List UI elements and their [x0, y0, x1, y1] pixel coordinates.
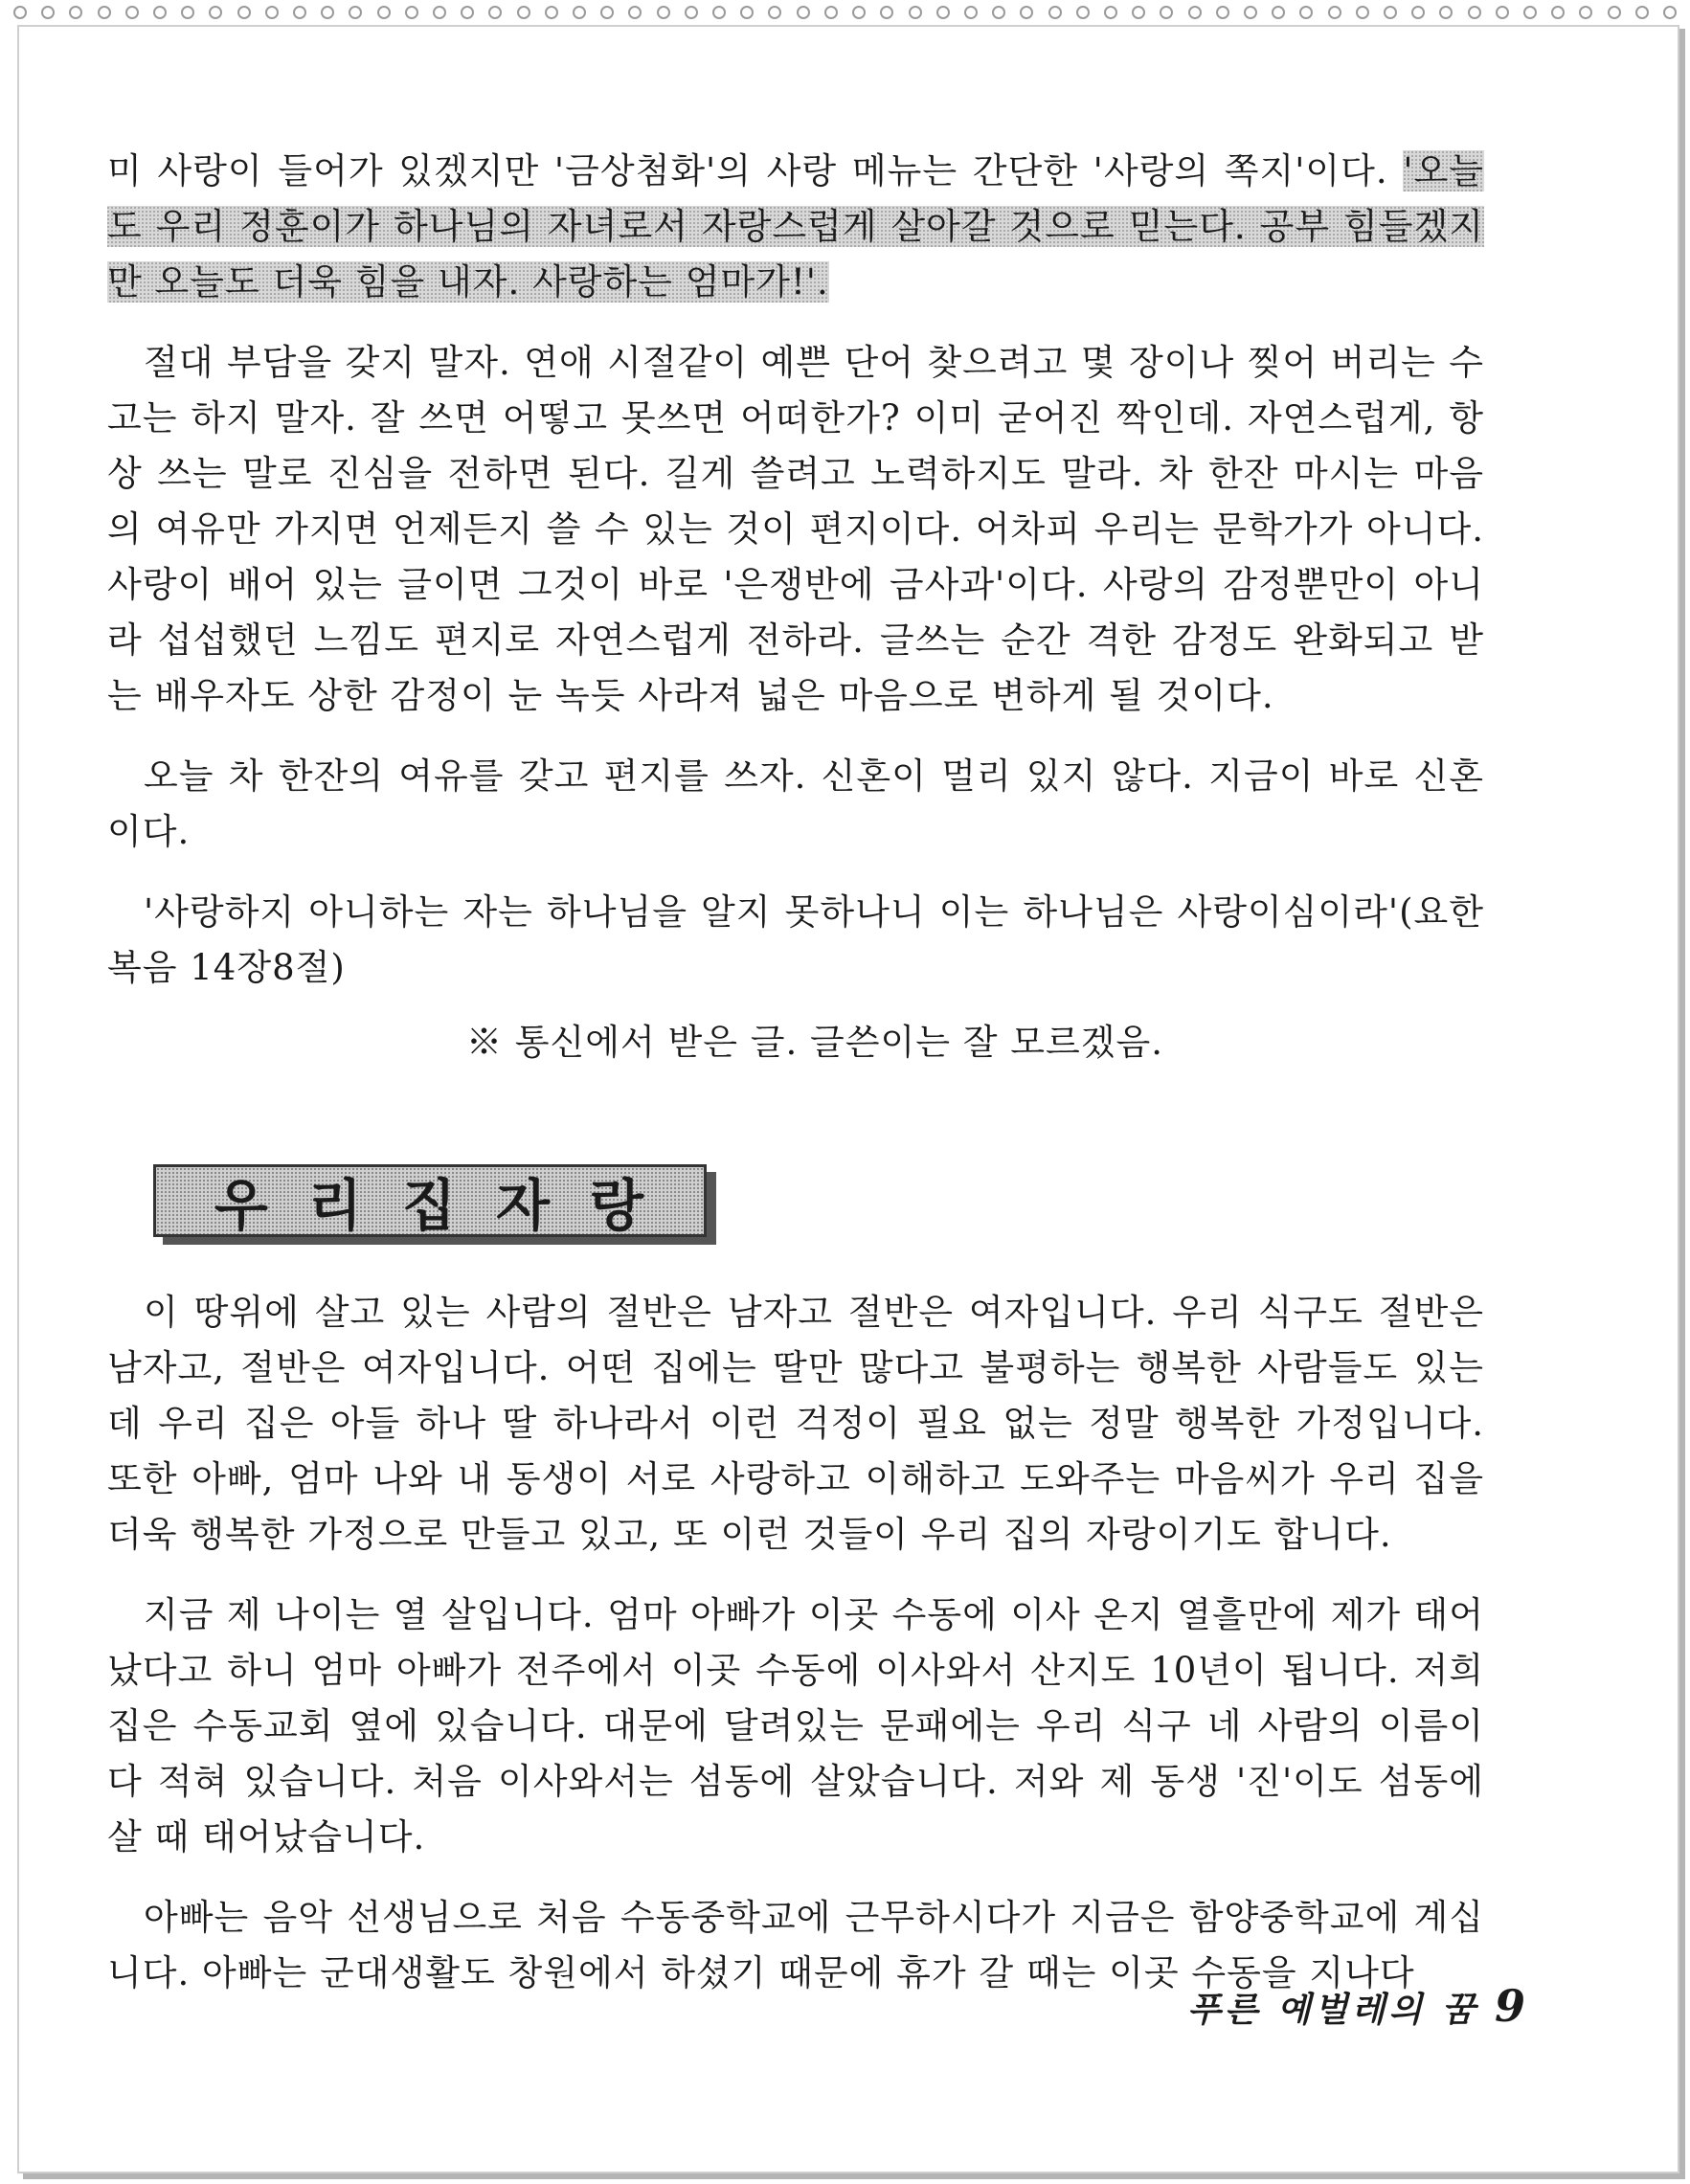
- binding-ring: [740, 6, 754, 19]
- binding-ring: [712, 6, 726, 19]
- highlighted-quote: '오늘도 우리 정훈이가 하나님의 자녀로서 자랑스럽게 살아갈 것으로 믿는다. 공부 힘들겠지만 오늘도 더욱 힘을 내자. 사랑하는 엄마가!'.: [107, 150, 1484, 303]
- binding-ring: [936, 6, 950, 19]
- binding-ring: [1384, 6, 1397, 19]
- binding-ring: [992, 6, 1005, 19]
- binding-ring: [1132, 6, 1145, 19]
- binding-ring: [433, 6, 446, 19]
- binding-ring: [153, 6, 167, 19]
- heading-box: [153, 1164, 707, 1237]
- binding-ring: [545, 6, 558, 19]
- binding-ring: [1020, 6, 1033, 19]
- binding-ring: [768, 6, 781, 19]
- section-title: 우리집자랑: [214, 1173, 685, 1238]
- page-number: 9: [1494, 1980, 1529, 2032]
- binding-ring: [657, 6, 670, 19]
- binding-ring: [1216, 6, 1229, 19]
- paragraph-age: 지금 제 나이는 열 살입니다. 엄마 아빠가 이곳 수동에 이사 온지 열흘만에 제가 태어났다고 하니 엄마 아빠가 전주에서 이곳 수동에 이사와서 산지도 10년이 됩니다. 저희 집은 수동교회 옆에 있습니다. 대문에 달려있는 문패에는 우리 식구 네 사람의 이름이 다 적혀 있습니다. 처음 이사와서는 섬동에 살았습니다. 저와 제 동생 '진'이도 섬동에 살 때 태어났습니다.: [107, 1594, 1484, 1858]
- binding-ring: [964, 6, 978, 19]
- paragraph-love-note: [107, 144, 1484, 310]
- binding-ring: [488, 6, 502, 19]
- binding-ring: [1608, 6, 1621, 19]
- binding-ring: [41, 6, 55, 19]
- binding-ring: [1579, 6, 1592, 19]
- binding-ring: [349, 6, 362, 19]
- binding-ring: [1048, 6, 1062, 19]
- binding-ring: [909, 6, 922, 19]
- page-shadow-bottom: [23, 2173, 1685, 2179]
- binding-ring: [1635, 6, 1649, 19]
- binding-ring: [293, 6, 306, 19]
- binding-ring: [1272, 6, 1285, 19]
- binding-ring: [600, 6, 614, 19]
- source-note: ※ 통신에서 받은 글. 글쓴이는 잘 모르겠음.: [466, 1022, 1163, 1063]
- binding-ring: [517, 6, 530, 19]
- binding-ring: [824, 6, 838, 19]
- page-shadow-right: [1679, 29, 1685, 2178]
- paragraph-father: 아빠는 음악 선생님으로 처음 수동중학교에 근무하시다가 지금은 함양중학교에 계십니다. 아빠는 군대생활도 창원에서 하셨기 때문에 휴가 갈 때는 이곳 수동을 지나다: [107, 1897, 1484, 1993]
- paragraph-advice: 절대 부담을 갖지 말자. 연애 시절같이 예쁜 단어 찾으려고 몇 장이나 찢어 버리는 수고는 하지 말자. 잘 쓰면 어떻고 못쓰면 어떠한가? 이미 굳어진 짝인데. 자연스럽게, 항상 쓰는 말로 진심을 전하면 된다. 길게 쓸려고 노력하지도 말라. 차 한잔 마시는 마음의 여유만 가지면 언제든지 쓸 수 있는 것이 편지이다. 어차피 우리는 문학가가 아니다. 사랑이 배어 있는 글이면 그것이 바로 '은쟁반에 금사과'이다. 사랑의 감정뿐만이 아니라 섭섭했던 느낌도 편지로 자연스럽게 전하라. 글쓰는 순간 격한 감정도 완화되고 받는 배우자도 상한 감정이 눈 녹듯 사라져 넓은 마음으로 변하게 될 것이다.: [107, 342, 1484, 716]
- binding-ring: [1411, 6, 1425, 19]
- binding-ring: [181, 6, 194, 19]
- spiral-binding: [0, 0, 1690, 27]
- paragraph-family: 이 땅위에 살고 있는 사람의 절반은 남자고 절반은 여자입니다. 우리 식구도 절반은 남자고, 절반은 여자입니다. 어떤 집에는 딸만 많다고 불평하는 행복한 사람들도 있는데 우리 집은 아들 하나 딸 하나라서 이런 걱정이 필요 없는 정말 행복한 가정입니다. 또한 아빠, 엄마 나와 내 동생이 서로 사랑하고 이해하고 도와주는 마음씨가 우리 집을 더욱 행복한 가정으로 만들고 있고, 또 이런 것들이 우리 집의 자랑이기도 합니다.: [107, 1292, 1484, 1555]
- binding-ring: [1356, 6, 1369, 19]
- binding-ring: [405, 6, 418, 19]
- binding-ring: [1328, 6, 1341, 19]
- binding-ring: [1244, 6, 1257, 19]
- binding-ring: [125, 6, 139, 19]
- binding-ring: [1496, 6, 1509, 19]
- binding-ring: [1468, 6, 1481, 19]
- binding-ring: [573, 6, 586, 19]
- bible-quote: '사랑하지 아니하는 자는 하나님을 알지 못하나니 이는 하나님은 사랑이심이라'(요한복음 14장8절): [107, 891, 1484, 988]
- binding-ring: [1160, 6, 1173, 19]
- binding-ring: [880, 6, 893, 19]
- page-footer: [1187, 1980, 1529, 2032]
- binding-ring: [237, 6, 251, 19]
- page-content: [107, 144, 1484, 2026]
- binding-ring: [1104, 6, 1117, 19]
- binding-ring: [98, 6, 111, 19]
- binding-ring: [69, 6, 82, 19]
- binding-ring: [1188, 6, 1202, 19]
- paragraph-text: 미 사랑이 들어가 있겠지만 '금상첨화'의 사랑 메뉴는 간단한 '사랑의 쪽지'이다.: [107, 150, 1404, 191]
- binding-ring: [628, 6, 642, 19]
- binding-ring: [685, 6, 698, 19]
- binding-ring: [1299, 6, 1313, 19]
- binding-ring: [1523, 6, 1537, 19]
- binding-ring: [1551, 6, 1565, 19]
- binding-ring: [797, 6, 810, 19]
- binding-ring: [209, 6, 222, 19]
- binding-ring: [1439, 6, 1453, 19]
- binding-ring: [1663, 6, 1677, 19]
- binding-ring: [1076, 6, 1090, 19]
- section-heading: [153, 1164, 716, 1243]
- binding-ring: [265, 6, 279, 19]
- binding-ring: [377, 6, 391, 19]
- binding-ring: [461, 6, 474, 19]
- binding-ring: [13, 6, 27, 19]
- binding-ring: [321, 6, 334, 19]
- paragraph-tea-time: 오늘 차 한잔의 여유를 갖고 편지를 쓰자. 신혼이 멀리 있지 않다. 지금이 바로 신혼이다.: [107, 755, 1484, 852]
- binding-ring: [852, 6, 866, 19]
- book-title: 푸른 예벌레의 꿈: [1186, 1990, 1479, 2030]
